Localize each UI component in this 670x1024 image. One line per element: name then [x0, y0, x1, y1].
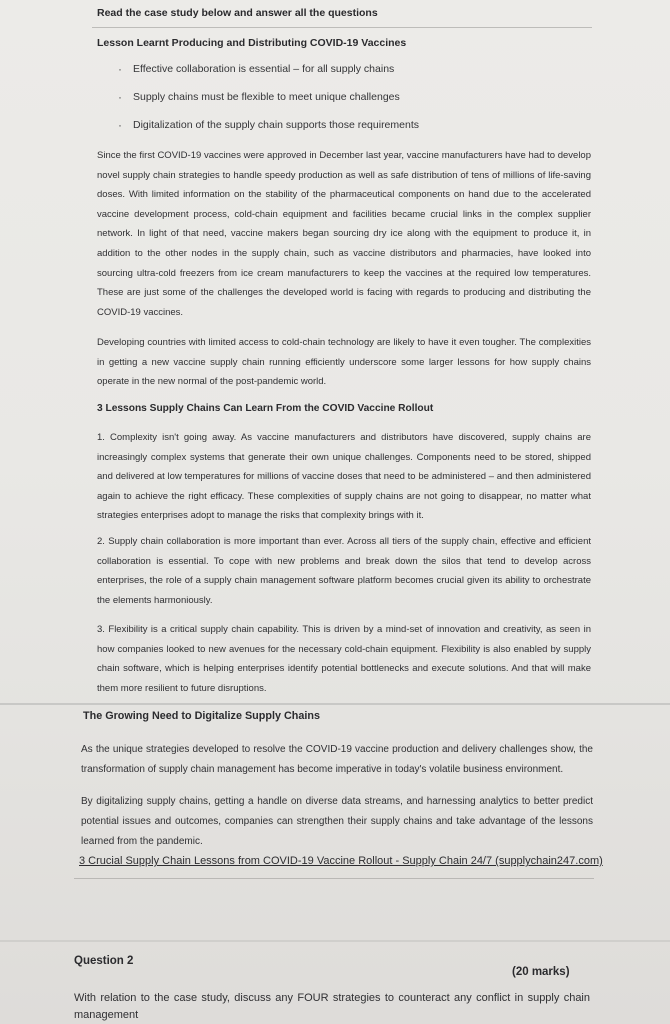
page-fold-line — [0, 940, 670, 942]
instructions-header: Read the case study below and answer all the questions — [97, 7, 378, 19]
lesson-1-paragraph: 1. Complexity isn't going away. As vaccine manufacturers and distributors have discovered, supply chains are increasingly complex systems that generate their own unique challenges. Components need to be stored, shipped and delivered at low temperatures for millions of vaccine doses that need to be administered – and then administered again to achieve the right efficacy. These complexities of supply chains are not going to disappear, no matter what strategies enterprises adopt to manage the risks that complexity brings with it. — [97, 432, 591, 522]
bullet-list — [118, 63, 419, 147]
digitalize-paragraph-2: By digitalizing supply chains, getting a handle on diverse data streams, and harnessing analytics to better predict potential issues and outcomes, companies can strengthen their supply chains and take advantage of the lessons learned from the pandemic. — [81, 796, 593, 847]
bullet-item: · Digitalization of the supply chain supports those requirements — [118, 119, 419, 147]
lesson-3-paragraph: 3. Flexibility is a critical supply chain capability. This is driven by a mind-set of innovation and creativity, as seen in how companies looked to new avenues for the necessary cold-chain equipment. Flexibility is also enabled by supply chain software, which is helping enterprises identify potential bottlenecks and execute solutions. And that will make them more resilient to future disruptions. — [97, 624, 591, 694]
question-marks: (20 marks) — [512, 966, 570, 978]
digitalize-heading: The Growing Need to Digitalize Supply Chains — [83, 710, 320, 722]
page-fold-line — [0, 703, 670, 705]
source-link[interactable]: 3 Crucial Supply Chain Lessons from COVID-19 Vaccine Rollout - Supply Chain 24/7 (supplychain247.com) — [79, 855, 603, 867]
developing-countries-paragraph: Developing countries with limited access to cold-chain technology are likely to have it even tougher. The complexities in getting a new vaccine supply chain running efficiently underscore some larger lessons for how supply chains operate in the new normal of the post-pandemic world. — [97, 337, 591, 388]
question-title: Question 2 — [74, 955, 134, 967]
question-text: With relation to the case study, discuss any FOUR strategies to counteract any conflict in supply chain management — [74, 992, 590, 1021]
bullet-item: · Supply chains must be flexible to meet unique challenges — [118, 91, 419, 119]
bullet-item: · Effective collaboration is essential – for all supply chains — [118, 63, 419, 91]
source-divider — [74, 878, 594, 879]
lesson-2-paragraph: 2. Supply chain collaboration is more important than ever. Across all tiers of the supply chain, effective and efficient collaboration is essential. To cope with new problems and break down the silos that tend to develop across enterprises, the role of a supply chain management software platform becomes crucial given its ability to orchestrate the elements harmoniously. — [97, 536, 591, 606]
lesson-title: Lesson Learnt Producing and Distributing COVID-19 Vaccines — [97, 37, 407, 49]
header-divider — [92, 27, 592, 28]
digitalize-paragraph-1: As the unique strategies developed to resolve the COVID-19 vaccine production and delivery challenges show, the transformation of supply chain management has become imperative in today's volatile business environment. — [81, 744, 593, 775]
lessons-heading: 3 Lessons Supply Chains Can Learn From the COVID Vaccine Rollout — [97, 403, 434, 414]
intro-paragraph: Since the first COVID-19 vaccines were approved in December last year, vaccine manufacturers have had to develop novel supply chain strategies to handle speedy production as well as safe distribution of tens of millions of life-saving doses. With limited information on the stability of the pharmaceutical components on hand due to the accelerated vaccine development process, cold-chain equipment and facilities became crucial links in the complex supplier network. In light of that need, vaccine makers began sourcing dry ice along with the equipment to produce it, in addition to the other nodes in the supply chain, such as vaccine distributors and pharmacies, have looked into sourcing ultra-cold freezers from ice cream manufacturers to keep the vaccines at the required low temperatures. These are just some of the challenges the developed world is facing with regards to producing and distributing the COVID-19 vaccines. — [97, 150, 591, 318]
